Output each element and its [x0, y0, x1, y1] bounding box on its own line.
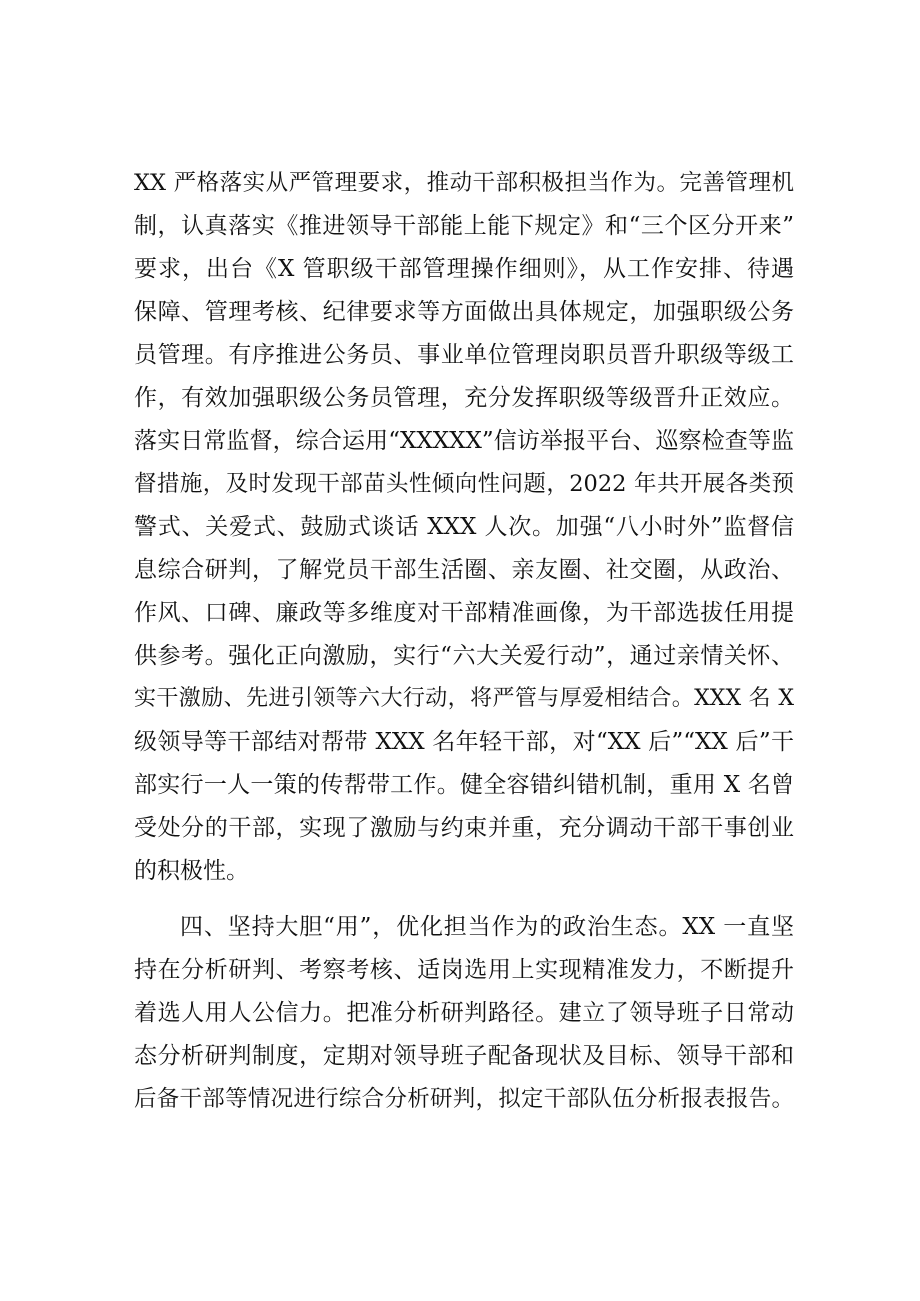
text-line: 落实日常监督，综合运用“XXXXX”信访举报平台、巡察检查等监 — [134, 428, 794, 454]
text-line: 后备干部等情况进行综合分析研判，拟定干部队伍分析报表报告。 — [134, 1086, 794, 1112]
text-line: 制，认真落实《推进领导干部能上能下规定》和“三个区分开来” — [134, 213, 794, 239]
text-line: 实干激励、先进引领等六大行动，将严管与厚爱相结合。XXX 名 X — [134, 686, 794, 711]
text-line: 要求，出台《X 管职级干部管理操作细则》，从工作安排、待遇 — [134, 256, 794, 282]
text-line: 受处分的干部，实现了激励与约束并重，充分调动干部干事创业 — [134, 815, 794, 841]
text-line: 督措施，及时发现干部苗头性倾向性问题，2022 年共开展各类预 — [134, 471, 794, 497]
text-line: 级领导等干部结对帮带 XXX 名年轻干部，对“XX 后”“XX 后”干 — [134, 729, 794, 755]
text-line: 保障、管理考核、纪律要求等方面做出具体规定，加强职级公务 — [134, 299, 794, 325]
text-line: XX 严格落实从严管理要求，推动干部积极担当作为。完善管理机 — [134, 170, 794, 196]
text-line: 部实行一人一策的传帮带工作。健全容错纠错机制，重用 X 名曾 — [134, 772, 794, 798]
text-line: 供参考。强化正向激励，实行“六大关爱行动”，通过亲情关怀、 — [134, 643, 794, 669]
text-line: 作，有效加强职级公务员管理，充分发挥职级等级晋升正效应。 — [134, 385, 794, 411]
text-line: 着选人用人公信力。把准分析研判路径。建立了领导班子日常动 — [134, 1000, 794, 1026]
text-line: 作风、口碑、廉政等多维度对干部精准画像，为干部选拔任用提 — [134, 600, 794, 626]
text-line: 的积极性。 — [134, 858, 249, 884]
text-line: 员管理。有序推进公务员、事业单位管理岗职员晋升职级等级工 — [134, 342, 794, 368]
text-line: 态分析研判制度，定期对领导班子配备现状及目标、领导干部和 — [134, 1043, 794, 1069]
text-line: 四、坚持大胆“用”，优化担当作为的政治生态。XX 一直坚 — [180, 914, 794, 940]
text-line: 持在分析研判、考察考核、适岗选用上实现精准发力，不断提升 — [134, 957, 794, 983]
text-line: 息综合研判，了解党员干部生活圈、亲友圈、社交圈，从政治、 — [134, 557, 794, 583]
text-line: 警式、关爱式、鼓励式谈话 XXX 人次。加强“八小时外”监督信 — [134, 514, 794, 540]
